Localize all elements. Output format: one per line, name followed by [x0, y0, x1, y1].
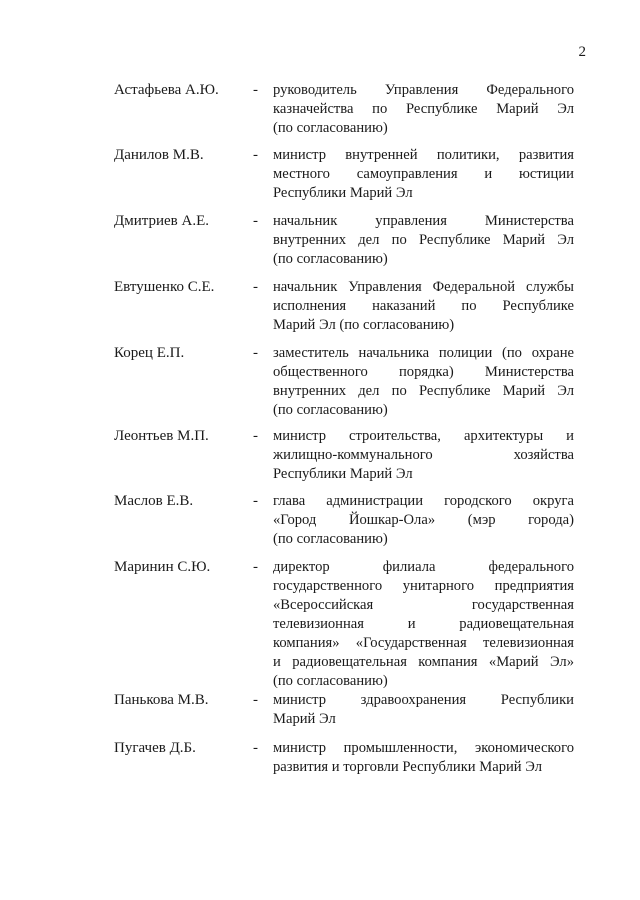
position-line: (по согласованию) — [273, 251, 388, 267]
member-position — [273, 344, 574, 420]
position-line: «Город Йошкар-Ола» (мэр города) — [273, 512, 574, 528]
position-line: общественного порядка) Министерства — [273, 364, 574, 380]
position-line: «Всероссийская государственная — [273, 597, 574, 613]
position-line: начальник Управления Федеральной службы — [273, 279, 574, 295]
member-name: Маслов Е.В. — [114, 493, 194, 509]
separator-dash: - — [253, 147, 258, 163]
position-line: (по согласованию) — [273, 120, 388, 136]
position-line: начальник управления Министерства — [273, 213, 574, 229]
position-line: заместитель начальника полиции (по охране — [273, 345, 574, 361]
member-position — [273, 212, 574, 269]
member-position — [273, 427, 574, 484]
separator-dash: - — [253, 692, 258, 708]
position-line: Республики Марий Эл — [273, 185, 413, 201]
position-line: исполнения наказаний по Республике — [273, 298, 574, 314]
member-position — [273, 691, 574, 729]
member-position — [273, 739, 574, 777]
member-name: Панькова М.В. — [114, 692, 209, 708]
position-line: министр промышленности, экономического — [273, 740, 574, 756]
member-name: Пугачев Д.Б. — [114, 740, 196, 756]
member-position — [273, 81, 574, 138]
position-line: казначейства по Республике Марий Эл — [273, 101, 574, 117]
member-name: Дмитриев А.Е. — [114, 213, 210, 229]
member-name: Евтушенко С.Е. — [114, 279, 215, 295]
position-line: министр здравоохранения Республики — [273, 692, 574, 708]
member-position — [273, 492, 574, 549]
position-line: внутренних дел по Республике Марий Эл — [273, 232, 574, 248]
separator-dash: - — [253, 493, 258, 509]
position-line: жилищно-коммунального хозяйства — [273, 447, 574, 463]
position-line: руководитель Управления Федерального — [273, 82, 574, 98]
position-line: местного самоуправления и юстиции — [273, 166, 574, 182]
position-line: развития и торговли Республики Марий Эл — [273, 759, 542, 775]
position-line: (по согласованию) — [273, 531, 388, 547]
member-name: Леонтьев М.П. — [114, 428, 209, 444]
position-line: государственного унитарного предприятия — [273, 578, 574, 594]
separator-dash: - — [253, 345, 258, 361]
member-position — [273, 278, 574, 335]
position-line: глава администрации городского округа — [273, 493, 574, 509]
separator-dash: - — [253, 428, 258, 444]
member-position — [273, 558, 574, 691]
position-line: министр строительства, архитектуры и — [273, 428, 574, 444]
separator-dash: - — [253, 279, 258, 295]
member-name: Астафьева А.Ю. — [114, 82, 219, 98]
page-number: 2 — [578, 44, 586, 60]
separator-dash: - — [253, 559, 258, 575]
member-name: Корец Е.П. — [114, 345, 185, 361]
position-line: Марий Эл — [273, 711, 336, 727]
position-line: (по согласованию) — [273, 673, 388, 689]
position-line: и радиовещательная компания «Марий Эл» — [273, 654, 574, 670]
position-line: Марий Эл (по согласованию) — [273, 317, 455, 333]
position-line: Республики Марий Эл — [273, 466, 413, 482]
position-line: министр внутренней политики, развития — [273, 147, 574, 163]
separator-dash: - — [253, 82, 258, 98]
position-line: (по согласованию) — [273, 402, 388, 418]
separator-dash: - — [253, 740, 258, 756]
position-line: директор филиала федерального — [273, 559, 574, 575]
position-line: компания» «Государственная телевизионная — [273, 635, 574, 651]
separator-dash: - — [253, 213, 258, 229]
position-line: телевизионная и радиовещательная — [273, 616, 574, 632]
member-position — [273, 146, 574, 203]
member-name: Данилов М.В. — [114, 147, 204, 163]
position-line: внутренних дел по Республике Марий Эл — [273, 383, 574, 399]
member-name: Маринин С.Ю. — [114, 559, 211, 575]
